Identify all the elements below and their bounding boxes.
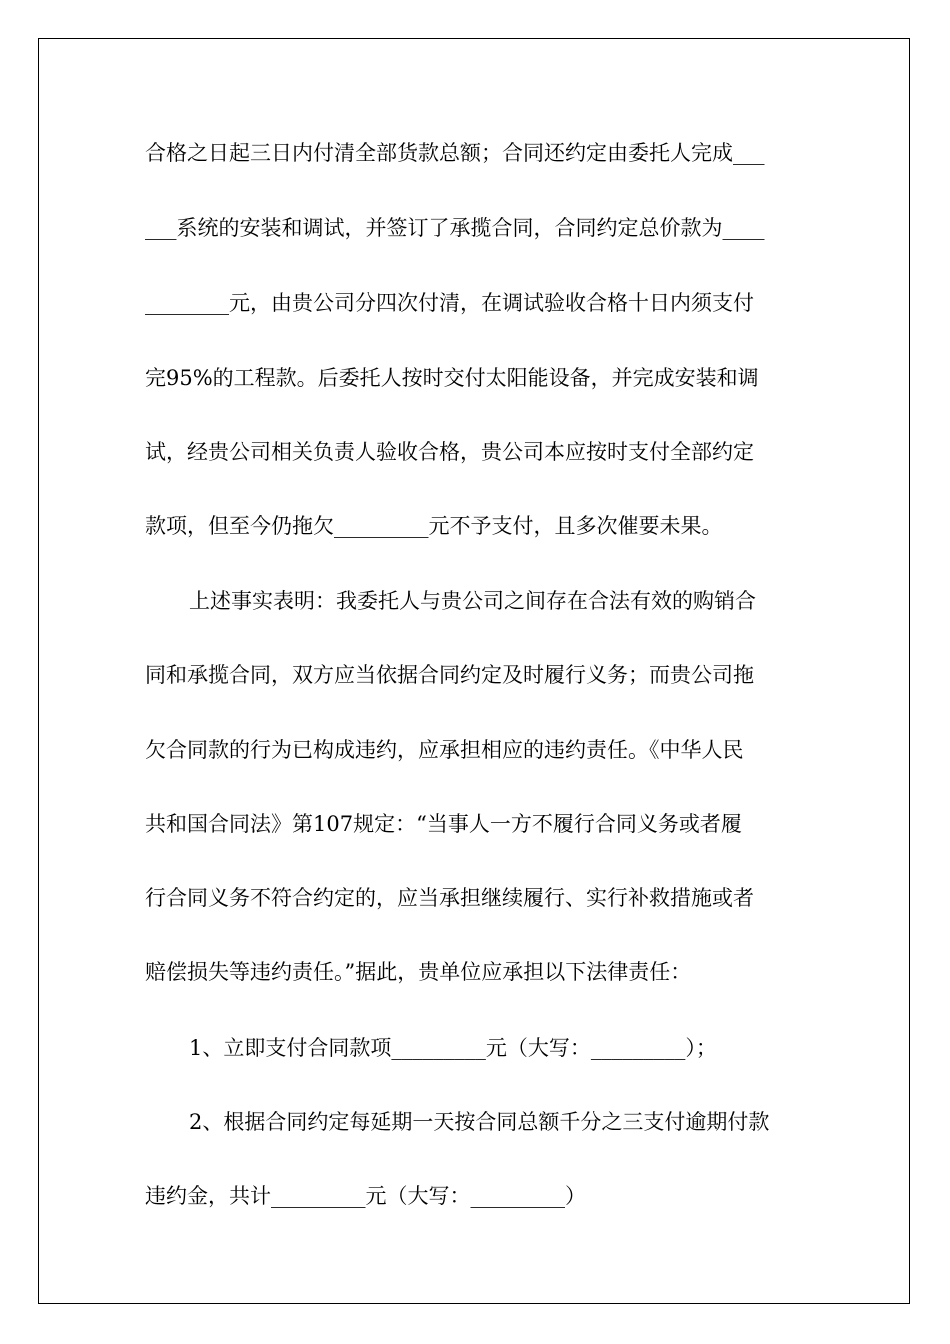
text-line-9: 欠合同款的行为已构成违约，应承担相应的违约责任。《中华人民 xyxy=(145,738,744,762)
text-line-1: 合格之日起三日内付清全部货款总额；合同还约定由委托人完成___ xyxy=(145,141,765,165)
text-line-15: 违约金，共计_________元（大写：_________） xyxy=(145,1184,586,1208)
text-line-12: 赔偿损失等违约责任。”据此，贵单位应承担以下法律责任： xyxy=(145,960,692,984)
text-line-10: 共和国合同法》第107规定：“当事人一方不履行合同义务或者履 xyxy=(145,812,742,836)
text-line-2: ___系统的安装和调试，并签订了承揽合同，合同约定总价款为____ xyxy=(145,216,765,240)
text-line-8: 同和承揽合同，双方应当依据合同约定及时履行义务；而贵公司拖 xyxy=(145,663,754,687)
text-line-6: 款项，但至今仍拖欠_________元不予支付，且多次催要未果。 xyxy=(145,514,723,538)
text-line-7: 上述事实表明：我委托人与贵公司之间存在合法有效的购销合 xyxy=(189,589,756,613)
text-line-14: 2、根据合同约定每延期一天按合同总额千分之三支付逾期付款 xyxy=(189,1110,770,1134)
text-line-3: ________元，由贵公司分四次付清，在调试验收合格十日内须支付 xyxy=(145,291,754,315)
text-line-5: 试，经贵公司相关负责人验收合格，贵公司本应按时支付全部约定 xyxy=(145,440,754,464)
text-line-4: 完95%的工程款。后委托人按时交付太阳能设备，并完成安装和调 xyxy=(145,366,759,390)
text-line-11: 行合同义务不符合约定的，应当承担继续履行、实行补救措施或者 xyxy=(145,886,754,910)
text-line-13: 1、立即支付合同款项_________元（大写：_________）； xyxy=(189,1036,717,1060)
